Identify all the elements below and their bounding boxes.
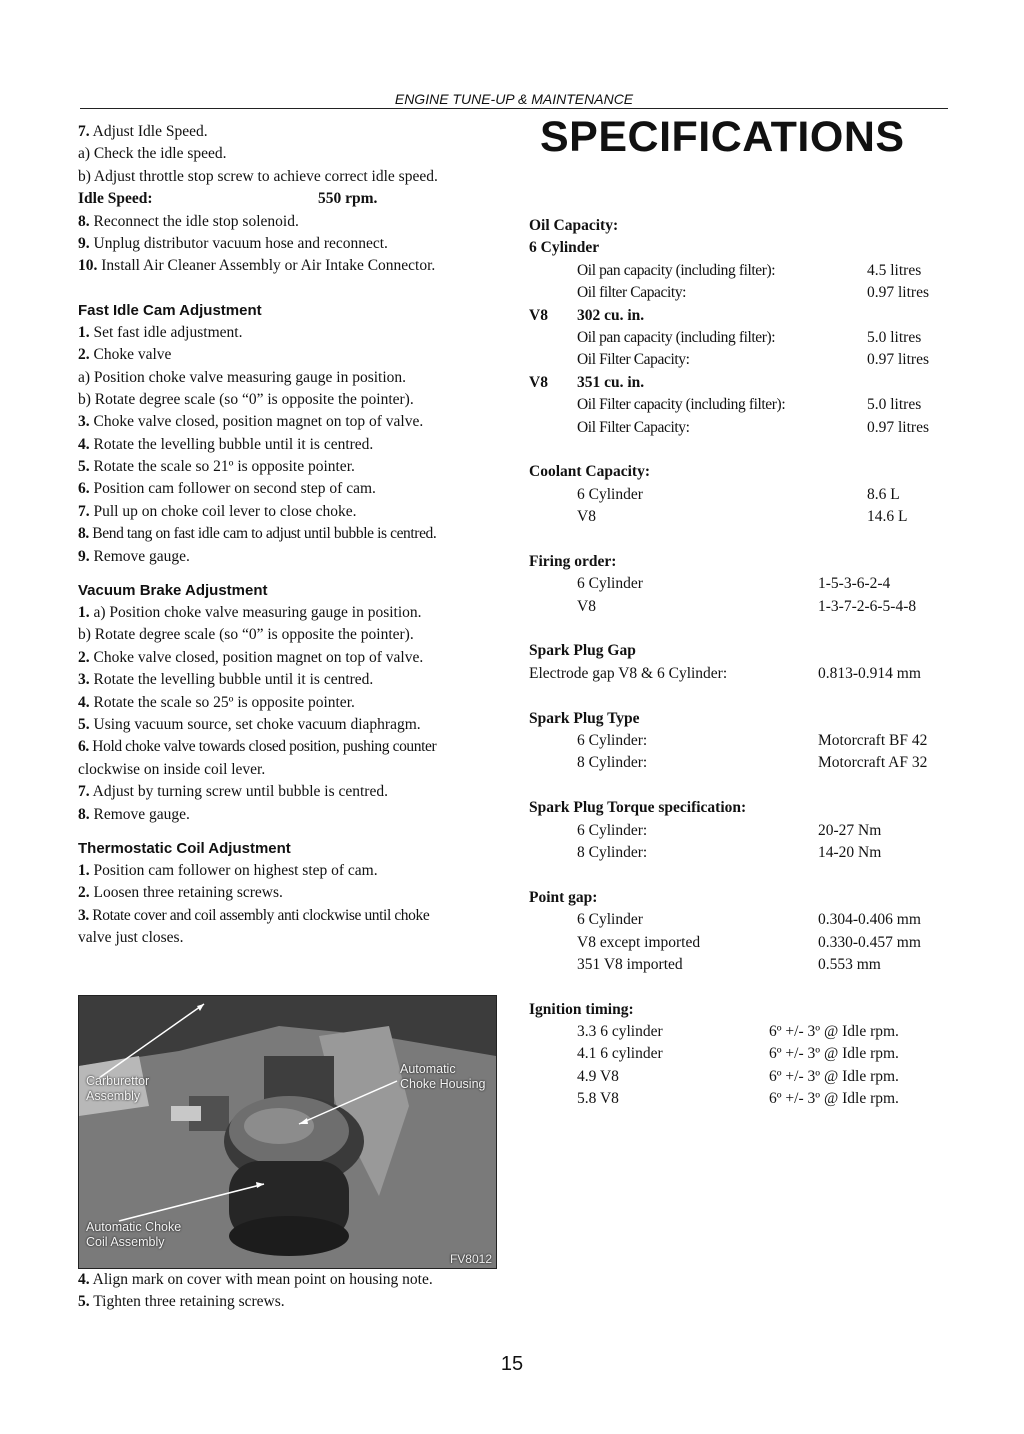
spec-heading-firing: Firing order:	[529, 552, 617, 570]
spec-row: 8 Cylinder: 14-20 Nm	[577, 843, 882, 861]
running-header: ENGINE TUNE-UP & MAINTENANCE	[80, 90, 948, 109]
step-line: 7. Adjust Idle Speed.	[78, 123, 208, 140]
step-line: 9. Remove gauge.	[78, 547, 190, 565]
spec-row: V8 14.6 L	[577, 508, 908, 526]
spec-subheading: 6 Cylinder	[529, 239, 600, 257]
after-photo-steps	[78, 1269, 498, 1314]
step-line: 7. Pull up on choke coil lever to close choke.	[78, 502, 357, 520]
spec-row: Oil Filter Capacity: 0.97 litres	[577, 351, 929, 369]
spec-row: Electrode gap V8 & 6 Cylinder: 0.813-0.914 mm	[529, 664, 921, 682]
step-line: 3. Rotate cover and coil assembly anti clockwise until choke	[78, 906, 430, 924]
spec-row: 6 Cylinder 0.304-0.406 mm	[577, 911, 921, 929]
step-line: b) Rotate degree scale (so “0” is opposite the pointer).	[78, 390, 414, 408]
automatic-choke-photo	[78, 995, 497, 1269]
spec-row: 6 Cylinder 8.6 L	[577, 485, 900, 503]
spec-row: 8 Cylinder: Motorcraft AF 32	[577, 754, 928, 772]
spec-heading-ignition: Ignition timing:	[529, 1000, 634, 1018]
spec-subheading: V8 302 cu. in.	[529, 306, 645, 324]
spec-row: Oil Filter Capacity: 0.97 litres	[577, 418, 929, 436]
label-carburettor: Carburettor Assembly	[86, 1074, 150, 1103]
page-title: SPECIFICATIONS	[540, 113, 905, 161]
step-line: 3. Rotate the levelling bubble until it is centred.	[78, 671, 374, 689]
step-line: 2. Loosen three retaining screws.	[78, 884, 283, 902]
spec-row: Oil pan capacity (including filter): 4.5 litres	[577, 261, 922, 279]
step-line: 5. Rotate the scale so 21º is opposite pointer.	[78, 458, 355, 476]
spec-row: Oil filter Capacity: 0.97 litres	[577, 284, 929, 302]
step-line: 2. Choke valve closed, position magnet on top of valve.	[78, 648, 424, 666]
section-heading-fast-idle: Fast Idle Cam Adjustment	[78, 301, 262, 319]
spec-heading-point-gap: Point gap:	[529, 888, 598, 906]
label-choke-coil: Automatic Choke Coil Assembly	[86, 1220, 182, 1249]
spec-row: 6 Cylinder: Motorcraft BF 42	[577, 731, 928, 749]
step-line: 6. Hold choke valve towards closed position, pushing counter	[78, 738, 437, 756]
idle-speed-value: 550 rpm.	[318, 190, 378, 208]
step-line: 10. Install Air Cleaner Assembly or Air Intake Connector.	[78, 257, 436, 275]
spec-row: 5.8 V8 6º +/- 3º @ Idle rpm.	[577, 1090, 899, 1108]
spec-row: 4.9 V8 6º +/- 3º @ Idle rpm.	[577, 1067, 899, 1085]
spec-heading-plug-type: Spark Plug Type	[529, 709, 640, 727]
spec-subheading: V8 351 cu. in.	[529, 373, 645, 391]
idle-speed-label: Idle Speed:	[78, 190, 153, 208]
label-choke-housing: Automatic Choke Housing	[400, 1062, 486, 1091]
left-column	[78, 121, 498, 950]
step-line: 7. Adjust by turning screw until bubble is centred.	[78, 783, 388, 801]
step-line: b) Rotate degree scale (so “0” is opposite the pointer).	[78, 626, 414, 644]
step-line: 8. Bend tang on fast idle cam to adjust until bubble is centred.	[78, 525, 437, 543]
step-line: 1. Position cam follower on highest step of cam.	[78, 861, 378, 879]
spec-heading-coolant: Coolant Capacity:	[529, 463, 650, 481]
spec-row: 6 Cylinder: 20-27 Nm	[577, 821, 882, 839]
step-line: clockwise on inside coil lever.	[78, 760, 266, 778]
step-line: a) Check the idle speed.	[78, 145, 227, 163]
step-line: 4. Align mark on cover with mean point on housing note.	[78, 1271, 433, 1288]
idle-speed-line	[78, 188, 498, 210]
step-line: 5. Tighten three retaining screws.	[78, 1293, 285, 1311]
step-line: 4. Rotate the scale so 25º is opposite pointer.	[78, 693, 355, 711]
spec-heading-plug-gap: Spark Plug Gap	[529, 642, 636, 660]
step-line: 4. Rotate the levelling bubble until it is centred.	[78, 435, 374, 453]
step-line: 8. Reconnect the idle stop solenoid.	[78, 212, 299, 230]
spec-row: 3.3 6 cylinder 6º +/- 3º @ Idle rpm.	[577, 1023, 899, 1041]
step-line: 5. Using vacuum source, set choke vacuum diaphragm.	[78, 715, 421, 733]
step-line: b) Adjust throttle stop screw to achieve correct idle speed.	[78, 167, 438, 185]
section-heading-thermostatic: Thermostatic Coil Adjustment	[78, 839, 291, 857]
step-line: 2. Choke valve	[78, 346, 172, 364]
step-line: 1. a) Position choke valve measuring gauge in position.	[78, 604, 422, 622]
step-line: a) Position choke valve measuring gauge in position.	[78, 368, 407, 386]
section-heading-vacuum-brake: Vacuum Brake Adjustment	[78, 582, 268, 600]
spec-row: 4.1 6 cylinder 6º +/- 3º @ Idle rpm.	[577, 1045, 899, 1063]
spec-row: Oil Filter capacity (including filter): 5.0 litres	[577, 396, 922, 414]
spec-row: V8 except imported 0.330-0.457 mm	[577, 933, 921, 951]
spec-row: 351 V8 imported 0.553 mm	[577, 955, 881, 973]
step-line: 6. Position cam follower on second step of cam.	[78, 480, 376, 498]
spec-row: Oil pan capacity (including filter): 5.0 litres	[577, 328, 922, 346]
spec-row: V8 1-3-7-2-6-5-4-8	[577, 597, 917, 615]
step-line: valve just closes.	[78, 929, 184, 947]
spec-row: 6 Cylinder 1-5-3-6-2-4	[577, 575, 891, 593]
spec-heading-oil: Oil Capacity:	[529, 217, 619, 234]
step-line: 1. Set fast idle adjustment.	[78, 323, 243, 341]
step-line: 3. Choke valve closed, position magnet on top of valve.	[78, 413, 424, 431]
page-number: 15	[500, 1353, 524, 1375]
step-line: 9. Unplug distributor vacuum hose and reconnect.	[78, 234, 388, 252]
specifications-column	[529, 215, 959, 1111]
step-line: 8. Remove gauge.	[78, 805, 190, 823]
figure-code: FV8012	[449, 1252, 492, 1266]
spec-heading-plug-torque: Spark Plug Torque specification:	[529, 799, 747, 817]
